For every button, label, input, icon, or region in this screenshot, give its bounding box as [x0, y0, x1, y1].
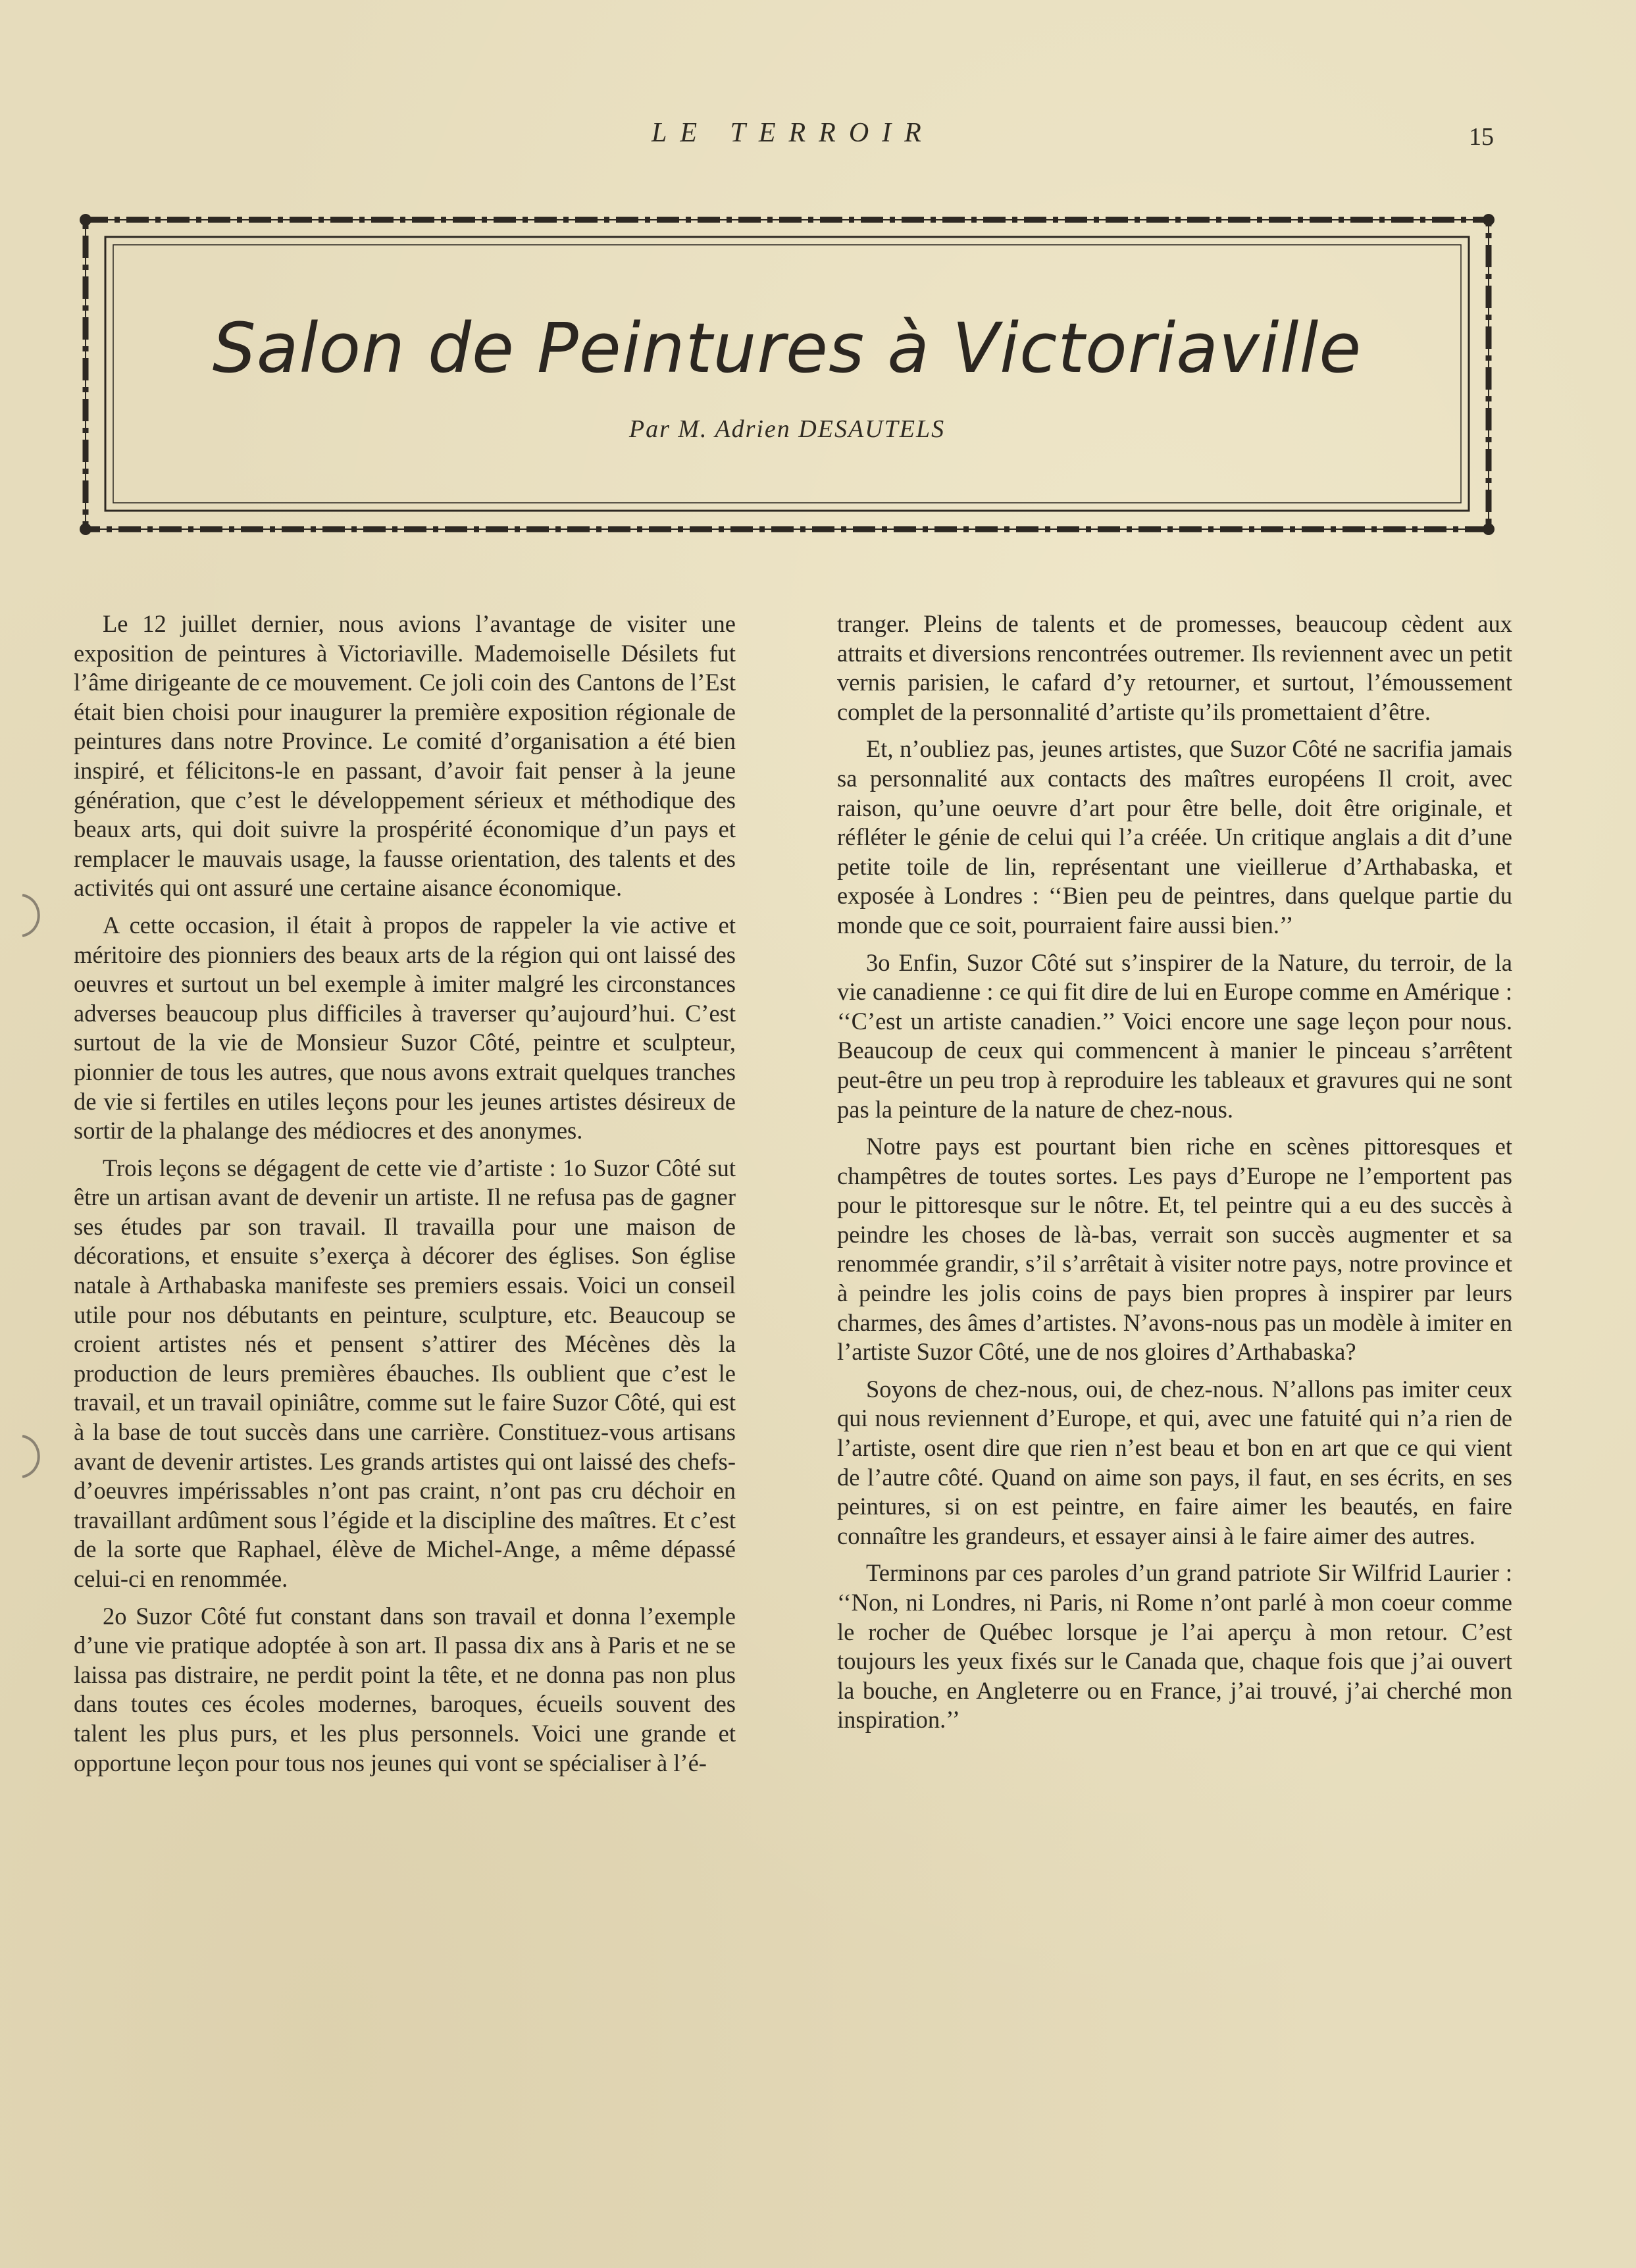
article-title: Salon de Peintures à Victoriaville — [212, 308, 1362, 388]
right-column — [837, 609, 1512, 1741]
byline: Par M. Adrien DESAUTELS — [628, 415, 946, 443]
paragraph: 3o Enfin, Suzor Côté sut s’inspirer de la Nature, du terroir, de la vie canadienne : ce qui fit dire de lui en Europe comme en Amérique : ‘‘C’est un artiste canadien.’’ Voici encore une sage leçon pour nous. Beaucoup de ceux qui commencent à manier le pinceau s’arrêtent peut-être un peu trop à reproduire les tableaux et gravures qui ne sont pas la peinture de la nature de chez-nous. — [837, 948, 1512, 1123]
paragraph: A cette occasion, il était à propos de rappeler la vie active et méritoire des pionniers des beaux arts de la région qui ont laissé des oeuvres et surtout un bel exemple à imiter malgré les circonstances adverses beaucoup plus difficiles à traverser qu’aujourd’hui. C’est surtout de la vie de Monsieur Suzor Côté, peintre et sculpteur, pionnier de tous les autres, que nous avons extrait quelques tranches de vie si fertiles en utiles leçons pour les jeunes artistes désireux de sortir de la phalange des médiocres et des anonymes. — [74, 911, 736, 1145]
paragraph: Terminons par ces paroles d’un grand patriote Sir Wilfrid Laurier : ‘‘Non, ni Londres, ni Paris, ni Rome n’ont parlé à mon coeur comme le rocher de Québec lorsque je l’ai aperçu à mon retour. C’est toujours les yeux fixés sur le Canada que, chaque fois que j’ai ouvert la bouche, en Angleterre ou en France, j’ai trouvé, j’ai cherché mon inspiration.’’ — [837, 1559, 1512, 1734]
punch-hole-mark — [9, 1433, 47, 1480]
paragraph: Trois leçons se dégagent de cette vie d’artiste : 1o Suzor Côté sut être un artisan avant de devenir un artiste. Il ne refusa pas de gagner ses études par son travail. Il travailla pour une maison de décorations, et ensuite s’exerça à décorer des églises. Son église natale à Arthabaska manifeste ses premiers essais. Voici un conseil utile pour nos débutants en peinture, sculpture, etc. Beaucoup se croient artistes nés et pensent s’attirer des Mécènes dès la production de leurs premières ébauches. Ils oublient que c’est le travail, et un travail opiniâtre, comme sut le faire Suzor Côté, qui est à la base de tout succès dans une carrière. Constituez-vous artisans avant de devenir artistes. Les grands artistes qui ont laissé des chefs-d’oeuvres impérissables n’ont pas craint, n’ont pas cru déchoir en travaillant ardûment sous l’égide et la discipline des maîtres. Et c’est de la sorte que Raphael, élève de Michel-Ange, a même dépassé celui-ci en renommée. — [74, 1154, 736, 1592]
punch-hole-mark — [9, 892, 47, 939]
page-number: 15 — [1469, 123, 1494, 151]
page-header — [0, 117, 1636, 157]
paragraph: 2o Suzor Côté fut constant dans son travail et donna l’exemple d’une vie pratique adoptée à son art. Il passa dix ans à Paris et ne se laissa pas distraire, ne perdit point la tête, et ne donna pas non plus dans toutes ces écoles modernes, baroques, écueils souvent des talent les plus purs, et les plus personnels. Voici une grande et opportune leçon pour tous nos jeunes qui vont se spécialiser à l’é- — [74, 1602, 736, 1776]
running-title: LE TERROIR — [652, 118, 934, 148]
paragraph: Notre pays est pourtant bien riche en scènes pittoresques et champêtres de toutes sortes. Les pays d’Europe ne l’emportent pas pour le pittoresque sur le nôtre. Et, tel peintre qui a eu des succès à peindre les choses de là-bas, verrait son succès augmenter et sa renommée grandir, s’il s’arrêtait à visiter notre pays, notre province et à peindre les jolis coins de pays bien propres à inspirer par leurs charmes, des âmes d’artistes. N’avons-nous pas un modèle à imiter en l’artiste Suzor Côté, une de nos gloires d’Arthabaska? — [837, 1133, 1512, 1366]
paragraph: Soyons de chez-nous, oui, de chez-nous. N’allons pas imiter ceux qui nous reviennent d’Europe, et qui, avec une fatuité qui n’a rien de l’artiste, osent dire que rien n’est beau et bon en art que ce qui vient de l’autre côté. Quand on aime son pays, il faut, en ses écrits, en ses peintures, si on est peintre, en faire aimer les beautés, en faire connaître les grandeurs, et essayer ainsi à le faire aimer des autres. — [837, 1375, 1512, 1549]
paragraph: Et, n’oubliez pas, jeunes artistes, que Suzor Côté ne sacrifia jamais sa personnalité aux contacts des maîtres européens Il croit, avec raison, qu’une oeuvre d’art pour être belle, doit être originale, et réfléter le génie de celui qui l’a créée. Un critique anglais a dit d’une petite toile de lin, représentant une vieillerue d’Arthabaska, et exposée à Londres : ‘‘Bien peu de peintres, dans quelque partie du monde que ce soit, pourraient faire aussi bien.’’ — [837, 735, 1512, 939]
left-column — [74, 609, 736, 1784]
title-frame — [74, 209, 1500, 538]
paragraph: Le 12 juillet dernier, nous avions l’avantage de visiter une exposition de peintures à Victoriaville. Mademoiselle Désilets fut l’âme dirigeante de ce mouvement. Ce joli coin des Cantons de l’Est était bien choisi pour inaugurer la première exposition régionale de peintures dans notre Province. Le comité d’organisation a été bien inspiré, et félicitons-le en passant, d’avoir fait penser à la jeune génération, que c’est le développement sérieux et méthodique des beaux arts, qui doit suivre la prospérité économique d’un pays et remplacer le mauvais usage, la fausse orientation, des talents et des activités qui ont assuré une certaine aisance économique. — [74, 610, 736, 902]
paragraph: tranger. Pleins de talents et de promesses, beaucoup cèdent aux attraits et diversions rencontrées outremer. Ils reviennent avec un petit vernis parisien, le cafard d’y retourner, et surtout, l’émoussement complet de la personnalité d’artiste qu’ils promettaient d’être. — [837, 610, 1512, 725]
